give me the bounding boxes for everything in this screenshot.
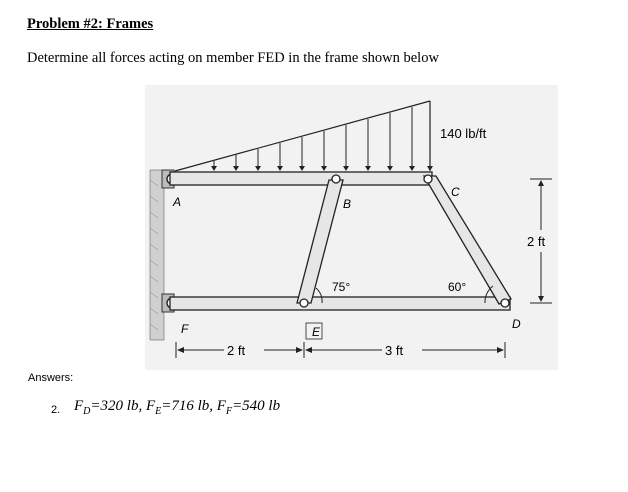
angle-label-75: 75° [332, 280, 351, 294]
answers-label: Answers: [28, 372, 74, 384]
dimension-label-left: 2 ft [227, 343, 246, 358]
figure-background [145, 85, 558, 370]
load-label: 140 lb/ft [440, 126, 487, 141]
dimension-label-right: 3 ft [385, 343, 404, 358]
problem-statement: Determine all forces acting on member FED in the frame shown below [27, 50, 439, 66]
point-label-d: D [512, 317, 521, 331]
answer-number: 2. [51, 404, 61, 416]
dimension-label-height: 2 ft [527, 234, 546, 249]
angle-label-60: 60° [448, 280, 467, 294]
member-abc [170, 172, 432, 185]
answer-text: $F_D=320$ lb, $F_E=716$ lb, $F_F=540$ lb [74, 398, 281, 417]
point-label-e: E [312, 325, 321, 339]
point-label-a: A [173, 195, 182, 209]
point-label-b: B [343, 197, 352, 211]
problem-title: Problem #2: Frames [27, 16, 154, 32]
point-label-f: F [181, 322, 189, 336]
member-fed [170, 297, 510, 310]
point-label-c: C [451, 185, 460, 199]
wall [150, 170, 164, 340]
